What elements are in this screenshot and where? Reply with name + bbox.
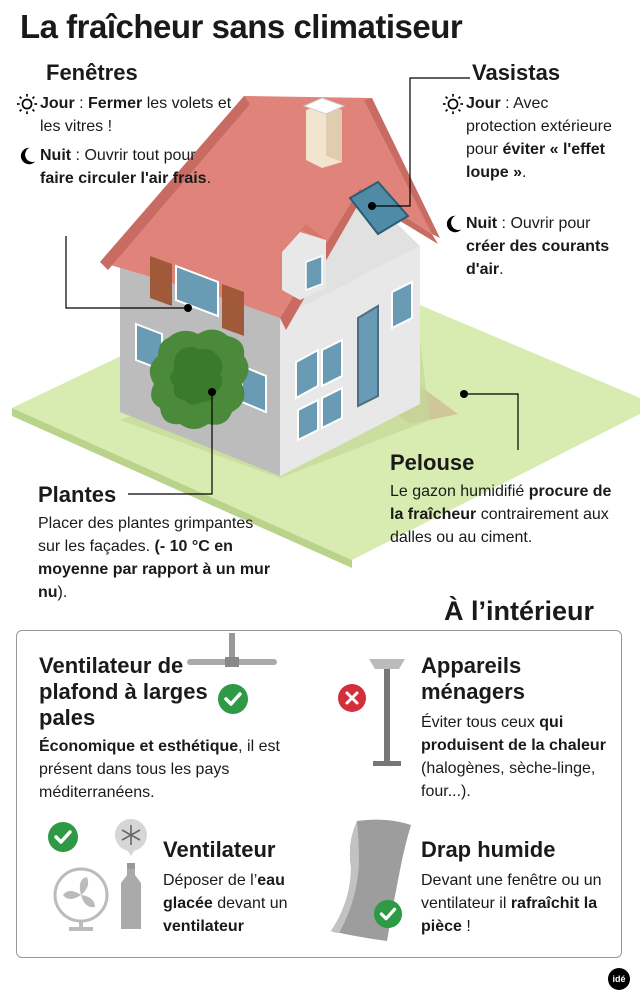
fenetres-jour	[14, 92, 254, 138]
text: Le gazon humidifié	[390, 483, 529, 500]
sun-icon	[14, 93, 40, 115]
text-bold: rafraîchit la pièce	[421, 895, 598, 935]
check-icon	[217, 683, 249, 715]
text-bold: eau glacée	[163, 872, 285, 912]
text: !	[461, 918, 471, 935]
text-bold: ventilateur	[163, 918, 244, 935]
bottle-icon	[119, 863, 143, 931]
moon-icon	[14, 145, 40, 167]
text: :	[74, 95, 89, 112]
text-bold: faire circuler l'air frais	[40, 170, 207, 187]
plantes-text	[38, 512, 278, 604]
check-icon	[47, 821, 79, 853]
shutter-right	[222, 284, 244, 336]
appareils-text	[421, 711, 611, 803]
text: Devant une fenêtre ou un ventilateur il	[421, 872, 602, 912]
vasistas-nuit	[440, 212, 620, 281]
ventilateur-plafond-heading: Ventilateur de plafond à larges pales	[39, 653, 208, 730]
pelouse-heading: Pelouse	[390, 450, 475, 475]
ventilateur-heading: Ventilateur	[163, 837, 276, 862]
nuit-label: Nuit	[466, 215, 498, 232]
ventilateur-plafond-text	[39, 735, 309, 804]
interieur-panel	[16, 630, 622, 958]
page-title: La fraîcheur sans climatiseur	[20, 8, 463, 45]
interieur-heading: À l’intérieur	[444, 596, 595, 626]
jour-label: Jour	[466, 95, 501, 112]
snowflake-icon	[113, 817, 149, 857]
plantes-heading: Plantes	[38, 482, 117, 507]
appareils-heading: Appareils ménagers	[421, 653, 525, 704]
nuit-label: Nuit	[40, 147, 72, 164]
text-bold: (- 10 °C en moyenne par rapport à un mur nu	[38, 538, 271, 601]
sun-icon	[440, 93, 466, 115]
text-bold: Économique et esthétique	[39, 738, 239, 755]
sheet-icon	[327, 817, 417, 947]
moon-icon	[440, 213, 466, 235]
ventilateur-text	[163, 869, 313, 938]
fenetres-block	[46, 60, 246, 86]
text: .	[522, 164, 527, 181]
text: .	[499, 261, 504, 278]
text: Éviter tous ceux	[421, 714, 540, 731]
text: les volets et les vitres !	[40, 95, 232, 135]
vasistas-jour	[440, 92, 620, 184]
text: devant un	[212, 895, 288, 912]
lamp-icon	[365, 655, 409, 771]
text: contrairement aux dalles ou au ciment.	[390, 506, 609, 546]
text-bold: qui produisent de la chaleur	[421, 714, 606, 754]
text: Placer des plantes grimpantes sur les façades.	[38, 515, 254, 555]
text: : Ouvrir pour	[497, 215, 591, 232]
pelouse-text	[390, 480, 626, 549]
shutter-left	[150, 256, 172, 306]
text-bold: Fermer	[88, 95, 143, 112]
text: (halogènes, sèche-linge, four...).	[421, 760, 596, 800]
fan-icon	[49, 867, 115, 933]
fenetres-heading: Fenêtres	[46, 60, 138, 85]
text: .	[206, 170, 212, 187]
drap-heading: Drap humide	[421, 837, 556, 862]
text-bold: éviter « l'effet loupe »	[466, 141, 605, 181]
publisher-logo: idé	[608, 968, 630, 990]
drap-text	[421, 869, 613, 938]
jour-label: Jour	[40, 95, 75, 112]
text: : Ouvrir tout pour	[71, 147, 196, 164]
text-bold: procure de la fraîcheur	[390, 483, 612, 523]
door	[358, 306, 378, 406]
text: , il est présent dans tous les pays méditerranéens.	[39, 738, 280, 801]
vasistas-heading: Vasistas	[472, 60, 561, 85]
text: Déposer de l’	[163, 872, 258, 889]
check-icon	[373, 899, 403, 929]
cross-icon	[337, 683, 367, 713]
fenetres-nuit	[14, 144, 214, 190]
text: : Avec protection extérieure pour	[466, 95, 612, 158]
text-bold: créer des courants d'air	[466, 238, 610, 278]
text: ).	[57, 584, 68, 601]
